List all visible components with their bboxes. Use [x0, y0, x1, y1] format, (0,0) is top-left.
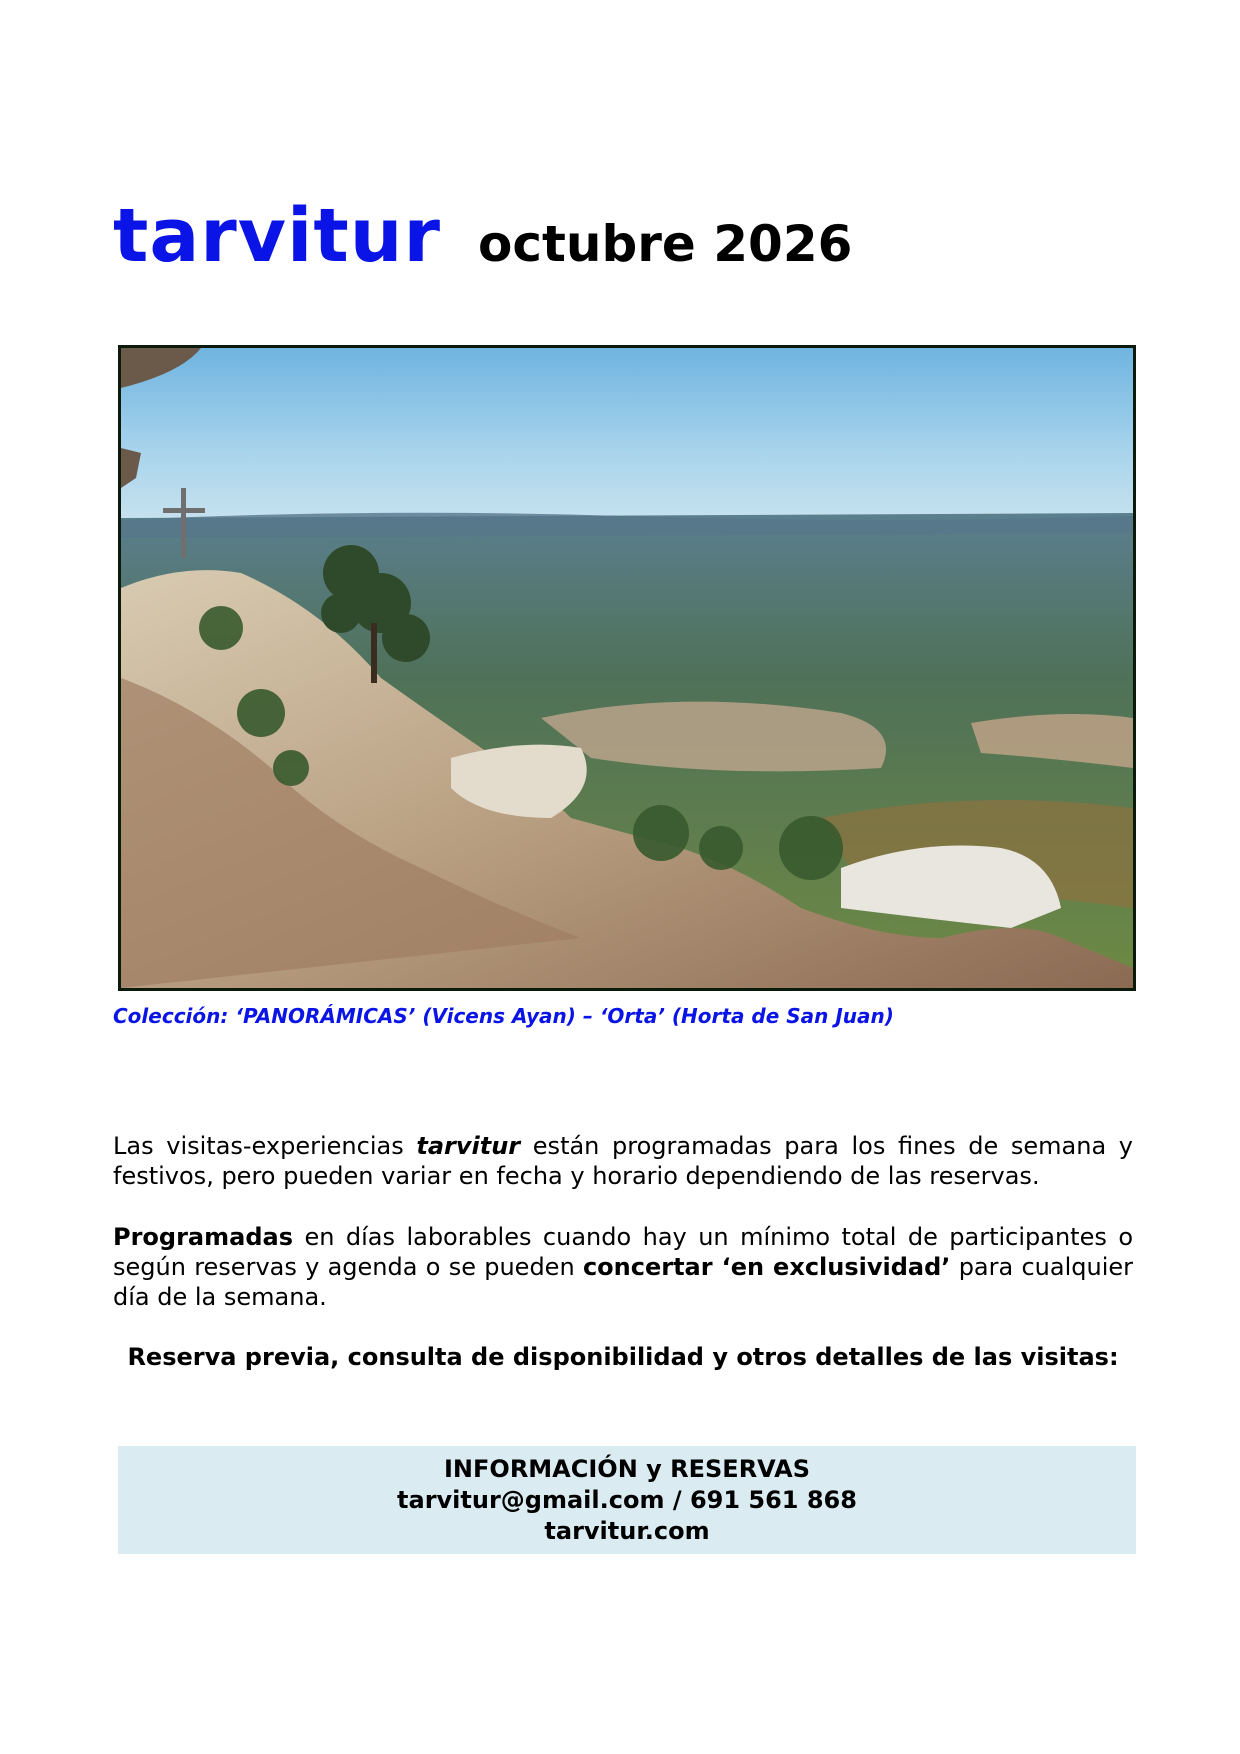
paragraph-intro — [113, 1131, 1133, 1191]
info-title: INFORMACIÓN y RESERVAS — [444, 1455, 810, 1483]
paragraph-schedule-bold1: Programadas — [113, 1223, 293, 1251]
info-website[interactable]: tarvitur.com — [544, 1517, 710, 1545]
paragraph-schedule-bold2: concertar ‘en exclusividad’ — [582, 1253, 951, 1281]
info-box — [118, 1446, 1136, 1554]
landscape-photo — [118, 345, 1136, 991]
paragraph-intro-text1: Las visitas-experiencias — [113, 1132, 417, 1160]
paragraph-schedule-text1: en días laborables cuando hay un mínimo total de participantes o según reservas y agenda o se pueden — [113, 1223, 1133, 1281]
landscape-photo-icon — [121, 348, 1133, 988]
paragraph-schedule — [113, 1222, 1133, 1312]
photo-caption: Colección: ‘PANORÁMICAS’ (Vicens Ayan) – ‘Orta’ (Horta de San Juan) — [113, 1004, 894, 1028]
paragraph-intro-brand: tarvitur — [416, 1132, 521, 1160]
paragraph-intro-text2: están programadas para los fines de semana y festivos, pero pueden variar en fecha y horario dependiendo de las reservas. — [113, 1132, 1134, 1190]
month-title: octubre 2026 — [478, 215, 853, 273]
brand-title: tarvitur — [113, 193, 441, 279]
info-contact[interactable]: tarvitur@gmail.com / 691 561 868 — [397, 1486, 857, 1514]
paragraph-reservation: Reserva previa, consulta de disponibilidad y otros detalles de las visitas: — [127, 1343, 1119, 1371]
paragraph-schedule-text2: para cualquier día de la semana. — [113, 1253, 1134, 1311]
